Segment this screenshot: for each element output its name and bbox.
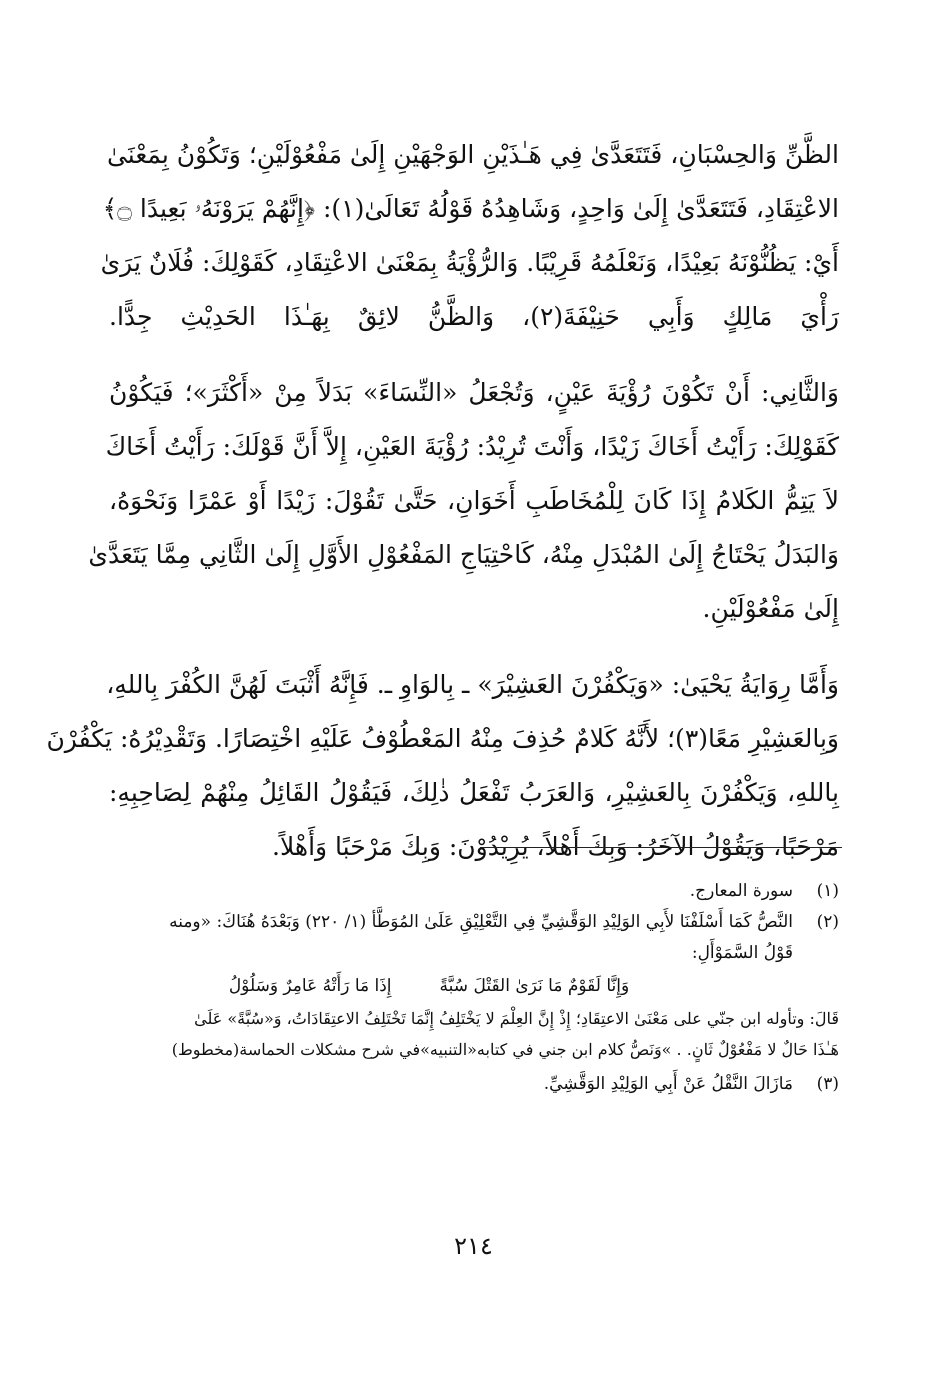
text-line: وَالثَّانِي: أَنْ تَكُوْنَ رُؤْيَةَ عَيْنٍ، وَتُجْعَلُ «النِّسَاءَ» بَدَلاً مِنْ «أَكْثَرَ»؛ فَيَكُوْنُ: [109, 378, 839, 407]
poem-verse: [109, 969, 839, 1003]
footnote-number: (٣): [816, 1074, 839, 1094]
text-line: أَيْ: يَظُنُّوْنَهُ بَعِيْدًا، وَنَعْلَمُهُ قَرِيْبًا. وَالرُّؤْيَةُ بِمَعْنَىٰ الاعْتِقَادِ، كَقَوْلِكَ: فُلَانٌ يَرَىٰ: [100, 248, 839, 277]
paragraph-gap: [109, 344, 839, 366]
poem-hemistich-1: وَإِنَّا لَقَوْمٌ مَا نَرَىٰ القَتْلَ سُبَّةً: [439, 976, 630, 996]
footnote-3: [109, 1069, 839, 1100]
text-line: رَأْيَ مَالِكٍ وَأَبِي حَنِيْفَةَ(٢)، وَالظَّنُّ لائِقٌ بِهَـٰذَا الحَدِيْثِ جِدًّا.: [109, 302, 840, 331]
footnotes: [109, 876, 839, 1100]
text-line: وَالبَدَلُ يَحْتَاجُ إِلَىٰ المُبْدَلِ مِنْهُ، كَاحْتِيَاجِ المَفْعُوْلِ الأَوَّلِ إِلَىٰ الثَّانِي مِمَّا يَتَعَدَّىٰ: [88, 540, 839, 569]
page-number: ٢١٤: [454, 1232, 493, 1260]
footnote-number: (١): [816, 881, 839, 901]
footnote-text: قَوْلُ السَّمَوْأَلِ:: [691, 943, 793, 963]
footnote-text: مَازَالَ النَّقْلُ عَنْ أَبِي الوَلِيْدِ الوَقَّشِيِّ.: [543, 1074, 793, 1094]
footnote-text: سورة المعارج.: [689, 881, 793, 901]
footnote-2-cont: [109, 938, 839, 969]
text-line: الاعْتِقَادِ، فَتَتَعَدَّىٰ إِلَىٰ وَاحِدٍ، وَشَاهِدُهُ قَوْلُهُ تَعَالَىٰ(١): ﴿إِنَّهُمْ يَرَوْنَهُۥ بَعِيدًا ۝﴾: [102, 194, 839, 223]
footnote-text: النَّصُّ كَمَا أَسْلَفْنَا لأَبِي الوَلِيْدِ الوَقَّشِيِّ فِي التَّعْلِيْقِ عَلَىٰ المُوَطَّأ (١/ ٢٢٠) وَبَعْدَهُ هُنَاكَ: «ومنه: [169, 912, 793, 932]
text-line: بِاللهِ، وَيَكْفُرْنَ بِالعَشِيْرِ، وَالعَرَبُ تَفْعَلُ ذٰلِكَ، فَيَقُوْلُ القَائِلُ مِنْهُمْ لِصَاحِبِهِ:: [109, 778, 839, 807]
footnote-1: [109, 876, 839, 907]
text-line: لاَ يَتِمُّ الكَلامُ إِذَا كَانَ لِلْمُخَاطَبِ أَخَوَانِ، حَتَّىٰ تَقُوْلَ: زَيْدًا أَوْ عَمْرًا وَنَحْوَهُ،: [109, 486, 839, 515]
footnote-continuation: هَـٰذَا حَالٌ لا مَفْعُوْلٌ ثَانٍ. . »وَنَصُّ كلام ابن جني في كتابه«التنبيه»في شرح مشكلات الحماسة(مخطوط): [171, 1040, 839, 1059]
footnote-2: [109, 907, 839, 938]
text-line: إِلَىٰ مَفْعُوْلَيْنِ.: [702, 594, 839, 623]
text-line: وَبِالعَشِيْرِ مَعًا(٣)؛ لأَنَّهُ كَلامٌ حُذِفَ مِنْهُ المَعْطُوْفُ عَلَيْهِ اخْتِصَارًا. وَتَقْدِيْرُهُ: يَكْفُرْنَ: [46, 724, 839, 753]
main-text: [46, 128, 840, 874]
footnote-number: (٢): [816, 912, 839, 932]
text-line: وَأَمَّا رِوَايَةُ يَحْيَىٰ: «وَيَكْفُرْنَ العَشِيْرَ» ـ بِالوَاوِ ـ. فَإِنَّهُ أَثْبَتَ لَهُنَّ الكُفْرَ بِاللهِ،: [106, 670, 839, 699]
text-line: الظَّنِّ وَالحِسْبَانِ، فَتَتَعَدَّىٰ فِي هَـٰذَيْنِ الوَجْهَيْنِ إِلَىٰ مَفْعُوْلَيْنِ؛ وَتَكُوْنُ بِمَعْنَىٰ: [106, 140, 839, 169]
text-line: مَرْحَبًا، وَيَقُوْلُ الآخَرُ: وَبِكَ أَهْلاً، يُرِيْدُوْنَ: وَبِكَ مَرْحَبًا وَأَهْلاً.: [272, 832, 839, 861]
footnote-divider: [480, 847, 842, 848]
footnote-continuation: قَالَ: وتأوله ابن جنّي على مَعْنَىٰ الاعتِقَادِ؛ إِذْ إِنَّ العِلْمَ لا يَخْتَلِفُ إِنَّمَا تَخْتَلِفُ الاعتِقَادَاتُ، وَ«سُبَّةً» عَلَىٰ: [194, 1009, 839, 1028]
paragraph-gap: [109, 636, 839, 658]
text-line: كَقَوْلِكَ: رَأَيْتُ أَخَاكَ زَيْدًا، وَأَنْتَ تُرِيْدُ: رُؤْيَةَ العَيْنِ، إِلاَّ أَنَّ قَوْلَكَ: رَأَيْتُ أَخَاكَ: [105, 432, 839, 461]
poem-hemistich-2: إِذَا مَا رَأَتْهُ عَامِرٌ وَسَلُوْلُ: [228, 976, 392, 996]
